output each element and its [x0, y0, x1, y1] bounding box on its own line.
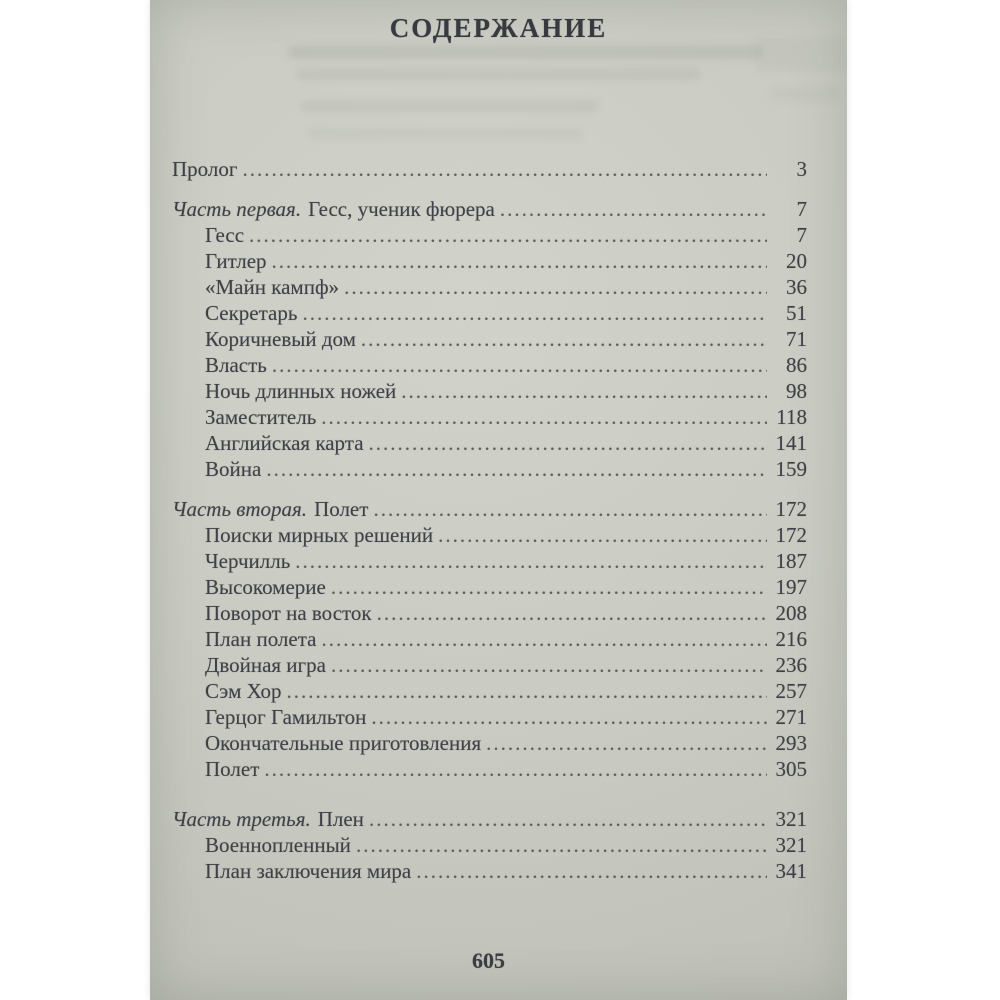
toc-entry-label — [205, 222, 244, 248]
toc-entry-label — [205, 626, 316, 652]
toc-entry-title: Власть — [205, 353, 267, 377]
dot-leader — [272, 352, 767, 378]
toc-entry-title: Двойная игра — [205, 653, 326, 677]
toc-entry-page: 197 — [775, 575, 807, 599]
toc-entry-label — [205, 652, 326, 678]
toc-entry — [150, 378, 847, 404]
toc-entry-page: 141 — [775, 431, 807, 455]
toc-entry — [150, 404, 847, 430]
dot-leader — [242, 156, 767, 182]
toc-entry-page: 7 — [796, 197, 807, 221]
toc-entry-page: 36 — [786, 275, 807, 299]
dot-leader — [302, 300, 767, 326]
dot-leader — [401, 378, 767, 404]
toc-part-prefix: Часть вторая. — [172, 497, 308, 521]
toc-entry-title: Сэм Хор — [205, 679, 282, 703]
toc-entry-label — [205, 704, 366, 730]
toc-entry-label — [205, 430, 364, 456]
toc-entry-title: Ночь длинных ножей — [205, 379, 397, 403]
toc-entry-label — [205, 326, 356, 352]
toc-entry-page: 271 — [775, 705, 807, 729]
toc-entry-page: 118 — [776, 405, 807, 429]
dot-leader — [266, 456, 767, 482]
dot-leader — [486, 730, 767, 756]
toc-part-prefix: Часть первая. — [172, 197, 302, 221]
toc-entry-title: Английская карта — [205, 431, 364, 455]
toc-entry-label — [205, 456, 261, 482]
page-number: 605 — [472, 948, 505, 973]
dot-leader — [371, 704, 767, 730]
toc-part-prefix: Часть третья. — [172, 807, 311, 831]
toc-entry — [150, 326, 847, 352]
toc-entry-title: Гесс — [205, 223, 245, 247]
toc-entry-label — [172, 496, 368, 522]
toc-entry-title: Секретарь — [205, 301, 298, 325]
toc-entry-title: Полет — [314, 497, 369, 521]
toc-entry-page: 305 — [775, 757, 807, 781]
dot-leader — [377, 600, 767, 626]
toc-entry — [150, 678, 847, 704]
showthrough-text-smudge — [288, 46, 763, 59]
toc-entry-title: Война — [205, 457, 262, 481]
toc-entry-page: 321 — [775, 833, 807, 857]
toc-entry-page: 187 — [775, 549, 807, 573]
toc-entry-title: План заключения мира — [205, 859, 412, 883]
toc-entry-label — [205, 378, 396, 404]
dot-leader — [321, 626, 767, 652]
toc-entry-page: 216 — [775, 627, 807, 651]
dot-leader — [272, 248, 767, 274]
toc-entry-label — [205, 248, 267, 274]
showthrough-text-smudge — [296, 68, 701, 80]
toc-entry-label — [205, 574, 326, 600]
toc-entry-page: 7 — [796, 223, 807, 247]
toc-entry-title: Поиски мирных решений — [205, 523, 434, 547]
toc-entry-page: 208 — [775, 601, 807, 625]
toc-entry — [150, 574, 847, 600]
toc-entry-label — [205, 352, 267, 378]
showthrough-text-smudge — [300, 100, 600, 112]
toc-entry — [150, 626, 847, 652]
toc-entry-label — [205, 832, 351, 858]
toc-entry-page: 159 — [775, 457, 807, 481]
dot-leader — [295, 548, 767, 574]
toc-entry-title: Черчилль — [205, 549, 291, 573]
toc-entry-page: 71 — [786, 327, 807, 351]
toc-entry-label — [205, 730, 481, 756]
toc-entry — [150, 222, 847, 248]
toc-entry-label — [205, 858, 411, 884]
dot-leader — [286, 678, 767, 704]
dot-leader — [361, 326, 767, 352]
toc-entry-title: Пролог — [172, 157, 238, 181]
toc-entry-title: Окончательные приготовления — [205, 731, 482, 755]
toc-entry-title: Коричневый дом — [205, 327, 356, 351]
toc-entry-title: Поворот на восток — [205, 601, 372, 625]
toc-entry-label — [205, 522, 433, 548]
toc-entry — [150, 496, 847, 522]
toc-entry-title: Гесс, ученик фюрера — [308, 197, 495, 221]
toc-entry-label — [172, 156, 237, 182]
page-title: СОДЕРЖАНИЕ — [389, 13, 608, 43]
dot-leader — [321, 404, 767, 430]
dot-leader — [373, 496, 767, 522]
toc-entry — [150, 456, 847, 482]
dot-leader — [331, 652, 767, 678]
toc-entry — [150, 196, 847, 222]
toc-entry — [150, 248, 847, 274]
toc-entry-label — [205, 600, 372, 626]
dot-leader — [264, 756, 767, 782]
toc-entry — [150, 806, 847, 832]
toc-entry-page: 98 — [786, 379, 807, 403]
toc-entry-title: Герцог Гамильтон — [205, 705, 367, 729]
toc-entry — [150, 756, 847, 782]
dot-leader — [369, 806, 767, 832]
dot-leader — [369, 430, 767, 456]
toc-entry — [150, 352, 847, 378]
toc-entry-page: 51 — [786, 301, 807, 325]
toc-entry-page: 293 — [775, 731, 807, 755]
toc-entry-page: 172 — [775, 497, 807, 521]
showthrough-text-smudge — [308, 128, 583, 139]
toc-entry — [150, 274, 847, 300]
toc-entry-label — [205, 756, 259, 782]
toc-entry — [150, 832, 847, 858]
toc-entry — [150, 156, 847, 182]
toc-entry — [150, 652, 847, 678]
toc-entry-title: Военнопленный — [205, 833, 351, 857]
dot-leader — [500, 196, 767, 222]
toc-entry-label — [172, 196, 495, 222]
dot-leader — [438, 522, 767, 548]
toc-entry — [150, 704, 847, 730]
dot-leader — [249, 222, 767, 248]
toc-entry — [150, 522, 847, 548]
toc-entry — [150, 858, 847, 884]
toc-entry-title: Высокомерие — [205, 575, 326, 599]
toc-entry — [150, 300, 847, 326]
showthrough-text-smudge — [770, 86, 840, 102]
toc-entry-page: 20 — [786, 249, 807, 273]
toc-entry-page: 341 — [775, 859, 807, 883]
toc-entry-page: 86 — [786, 353, 807, 377]
toc-entry — [150, 600, 847, 626]
toc-entry-title: Полет — [205, 757, 260, 781]
toc-entry-title: Плен — [317, 807, 364, 831]
toc-entry-label — [205, 300, 297, 326]
table-of-contents — [150, 156, 847, 884]
dot-leader — [331, 574, 767, 600]
toc-entry-label — [205, 548, 290, 574]
dot-leader — [356, 832, 767, 858]
toc-entry-label — [205, 404, 316, 430]
toc-entry-page: 172 — [775, 523, 807, 547]
dot-leader — [344, 274, 767, 300]
toc-entry-label — [205, 274, 339, 300]
toc-entry-title: Гитлер — [205, 249, 267, 273]
toc-entry-page: 321 — [775, 807, 807, 831]
toc-entry-page: 257 — [775, 679, 807, 703]
toc-entry-label — [172, 806, 364, 832]
toc-entry-label — [205, 678, 281, 704]
toc-entry-title: «Майн кампф» — [205, 275, 340, 299]
toc-entry-page: 236 — [775, 653, 807, 677]
dot-leader — [416, 858, 767, 884]
toc-entry-page: 3 — [796, 157, 807, 181]
toc-entry — [150, 548, 847, 574]
book-page — [150, 0, 847, 1000]
toc-entry-title: План полета — [205, 627, 317, 651]
toc-entry-title: Заместитель — [205, 405, 317, 429]
toc-entry — [150, 730, 847, 756]
toc-entry — [150, 430, 847, 456]
